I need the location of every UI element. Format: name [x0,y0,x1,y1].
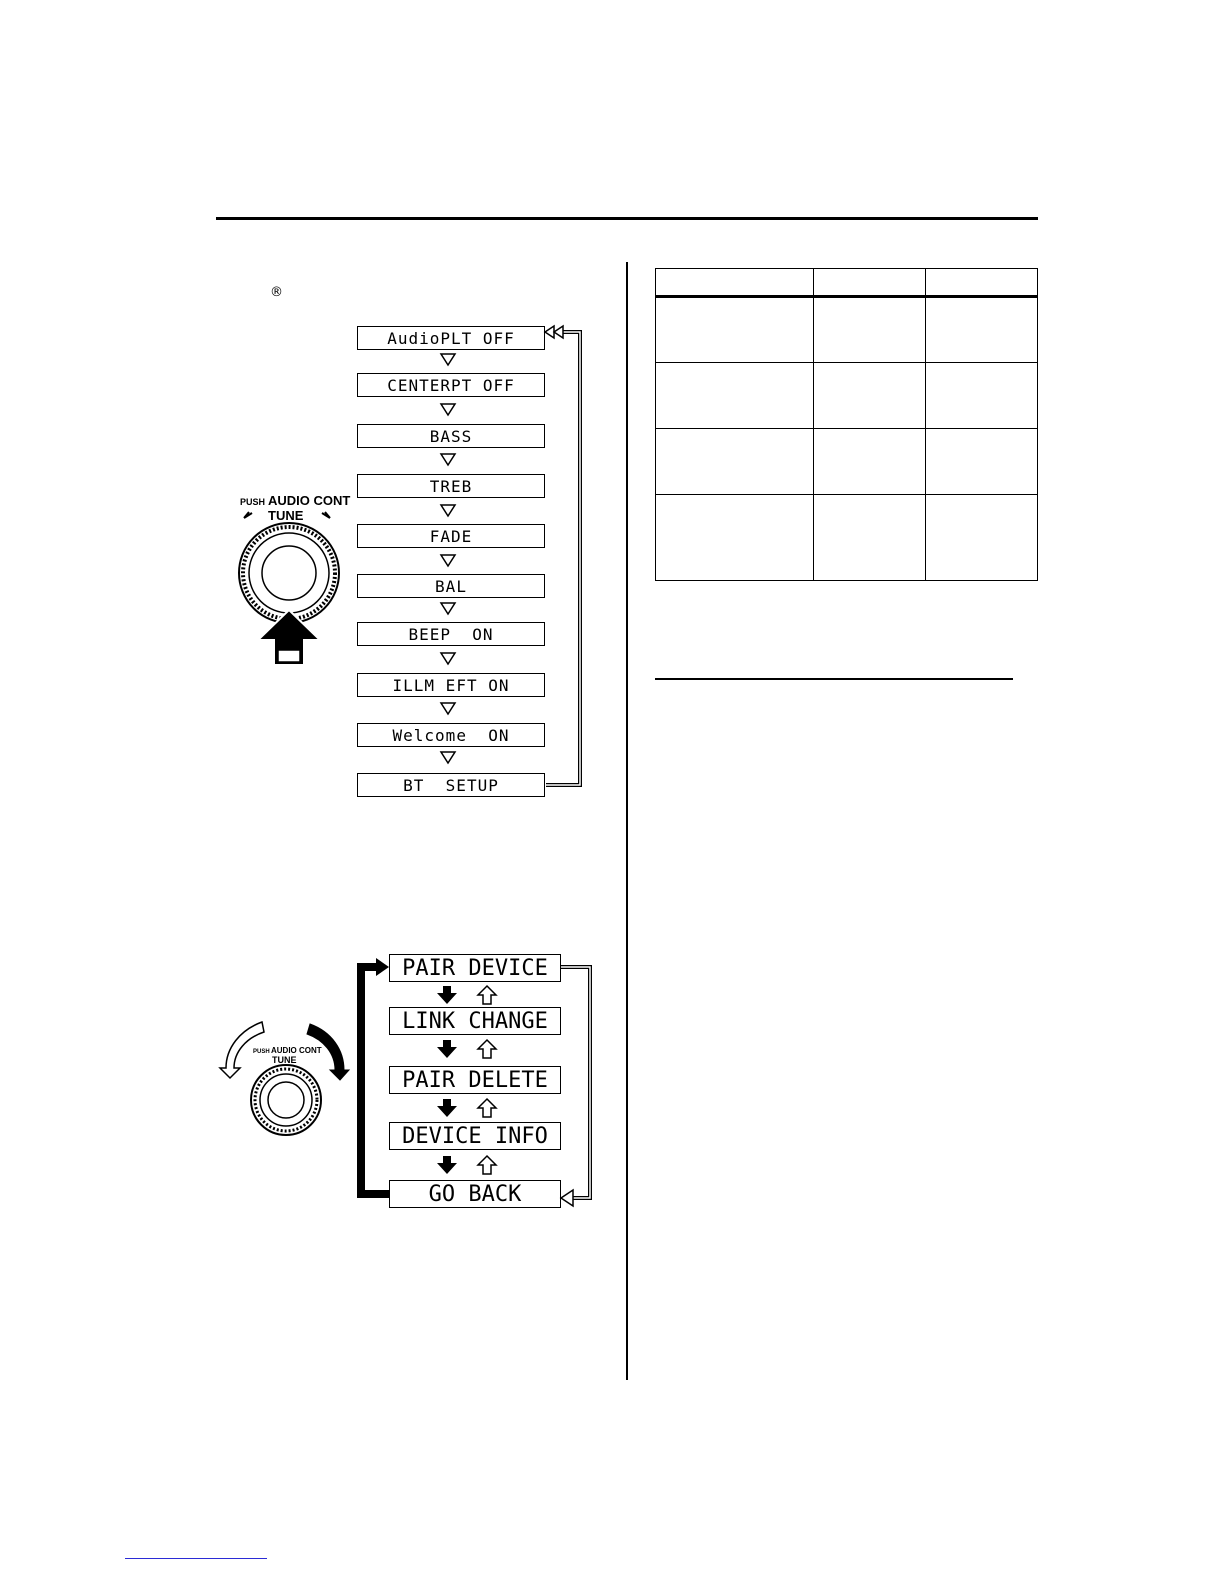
table-cell [814,429,926,495]
bt-control-knob [220,1022,349,1135]
knob-push-label: PUSH [253,1049,270,1055]
table-header-cell [656,269,814,297]
knob-push-label: PUSH [240,497,266,507]
audio-menu-item-illumination: ILLM EFT ON [357,673,545,697]
section-rule [655,678,1013,680]
table-cell [656,495,814,581]
audio-menu-item-audiopilot: AudioPLT OFF [357,326,545,350]
table-cell [814,297,926,363]
audio-menu-item-centerpoint: CENTERPT OFF [357,373,545,397]
footer-link-underline[interactable] [125,1558,267,1559]
bt-menu-item-go-back: GO BACK [389,1180,561,1208]
bt-forward-loop [361,958,389,1194]
table-header-row [656,269,1038,297]
bt-menu-item-device-info: DEVICE INFO [389,1122,561,1150]
knob-audio-cont-label: AUDIO CONT [268,493,351,508]
outline-up-arrow-icon [478,1156,496,1174]
solid-down-arrow-icon [437,1099,457,1117]
audio-menu-item-treble: TREB [357,474,545,498]
table-cell [814,363,926,429]
audio-menu-item-beep: BEEP ON [357,622,545,646]
table-cell [926,495,1038,581]
bt-menu-item-pair-device: PAIR DEVICE [389,954,561,982]
outline-up-arrow-icon [478,1040,496,1058]
bt-up-arrows [478,986,496,1174]
solid-down-arrow-icon [437,1040,457,1058]
table-cell [926,297,1038,363]
knob-audio-cont-label: AUDIO CONT [271,1046,322,1055]
settings-table [655,268,1038,581]
outline-up-arrow-icon [478,1099,496,1117]
bt-reverse-loop [561,967,590,1206]
solid-down-arrow-icon [437,986,457,1004]
knob-tune-label: TUNE [268,508,304,523]
table-header-cell [814,269,926,297]
outline-left-arrow-icon [561,1190,573,1206]
table-row [656,297,1038,363]
outline-up-arrow-icon [478,986,496,1004]
audio-menu-item-fade: FADE [357,524,545,548]
table-cell [656,363,814,429]
table-cell [926,363,1038,429]
table-row [656,363,1038,429]
table-header-cell [926,269,1038,297]
table-cell [656,429,814,495]
bt-menu-item-pair-delete: PAIR DELETE [389,1066,561,1094]
audio-menu-item-bt-setup: BT SETUP [357,773,545,797]
bt-down-arrows [437,986,457,1174]
table-cell [926,429,1038,495]
solid-right-arrow-icon [376,958,389,976]
table-cell [814,495,926,581]
table-row [656,429,1038,495]
table-cell [656,297,814,363]
audio-menu-item-bass: BASS [357,424,545,448]
knob-tune-label: TUNE [272,1055,297,1065]
table-row [656,495,1038,581]
registered-mark: ® [270,285,283,300]
audio-menu-item-balance: BAL [357,574,545,598]
bt-menu-item-link-change: LINK CHANGE [389,1007,561,1035]
audio-menu-item-welcome: Welcome ON [357,723,545,747]
solid-down-arrow-icon [437,1156,457,1174]
